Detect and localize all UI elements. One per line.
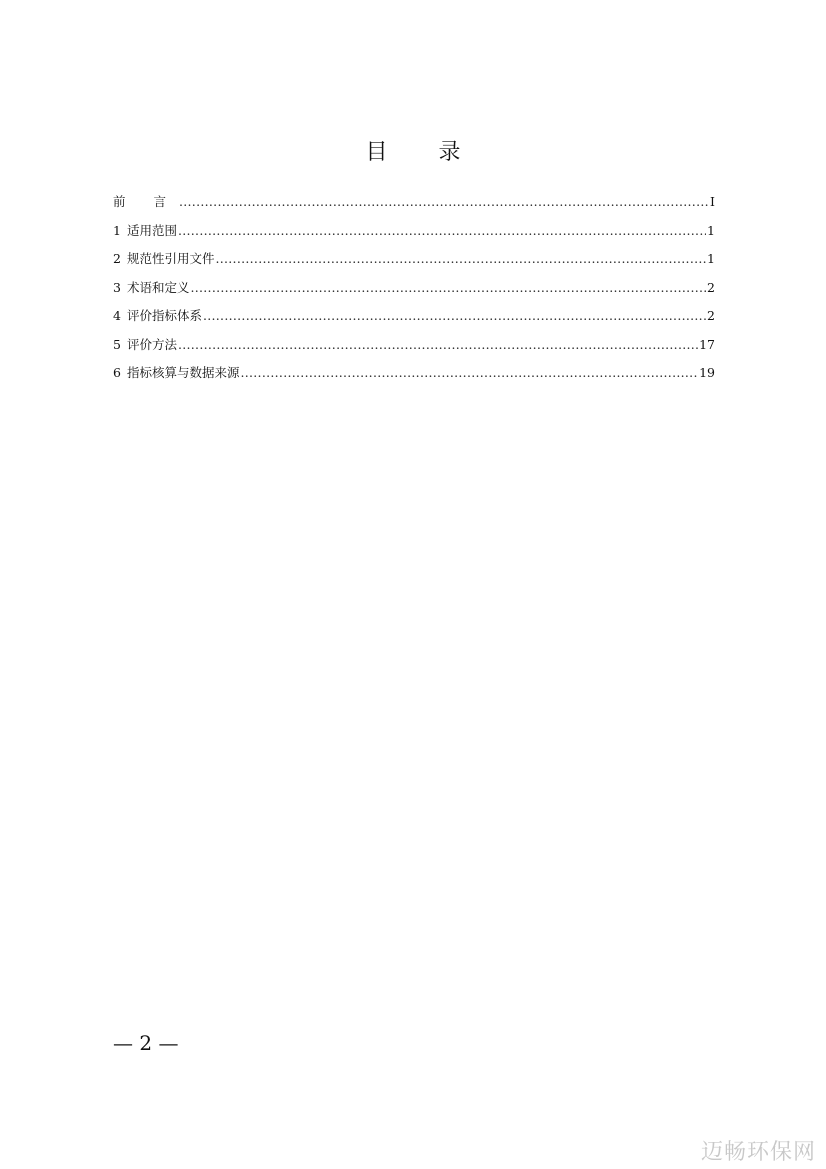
page-title: 目 录 — [365, 140, 483, 165]
toc-entry-page: 2 — [707, 308, 715, 323]
toc-entry-label: 评价指标体系 — [126, 308, 202, 323]
toc-entry-4[interactable] — [113, 306, 715, 335]
toc-entry-label: 适用范围 — [126, 222, 177, 238]
toc-dot-leader — [215, 249, 706, 269]
toc-dot-leader — [179, 192, 709, 212]
toc-entry-number: 3 — [113, 279, 121, 295]
toc-dot-leader — [190, 278, 706, 298]
toc-entry-1[interactable] — [113, 221, 715, 250]
toc-entry-page: 19 — [699, 365, 715, 380]
toc-entry-preface[interactable] — [113, 192, 715, 221]
toc-entry-number: 6 — [113, 365, 121, 380]
toc-entry-3[interactable] — [113, 278, 715, 307]
toc-entry-label: 指标核算与数据来源 — [126, 365, 240, 380]
toc-entry-page: 17 — [699, 336, 715, 352]
toc-entry-label: 前 言 — [113, 194, 178, 209]
toc-dot-leader — [240, 363, 698, 383]
toc-entry-label: 术语和定义 — [126, 279, 190, 295]
table-of-contents — [113, 192, 715, 392]
toc-entry-label: 规范性引用文件 — [126, 251, 215, 266]
toc-entry-page: I — [710, 194, 715, 209]
toc-entry-number: 2 — [113, 251, 121, 266]
toc-dot-leader — [203, 306, 706, 326]
toc-entry-number: 5 — [113, 336, 121, 352]
toc-entry-6[interactable] — [113, 363, 715, 392]
toc-entry-2[interactable] — [113, 249, 715, 278]
toc-entry-5[interactable] — [113, 335, 715, 364]
toc-entry-number: 4 — [113, 308, 121, 323]
toc-entry-page: 1 — [707, 251, 715, 266]
toc-entry-number: 1 — [113, 222, 121, 238]
toc-dot-leader — [178, 335, 698, 355]
watermark: 迈畅环保网 — [700, 1140, 816, 1165]
toc-entry-page: 2 — [707, 279, 715, 295]
toc-dot-leader — [178, 221, 706, 241]
page-number: — 2 — — [113, 1031, 179, 1055]
toc-entry-label: 评价方法 — [126, 336, 177, 352]
toc-entry-page: 1 — [707, 222, 715, 238]
